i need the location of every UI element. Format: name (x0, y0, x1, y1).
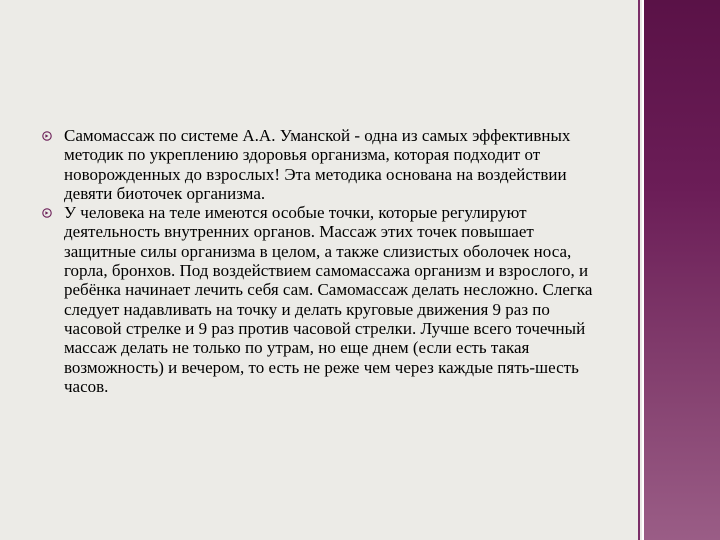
bullet-text: У человека на теле имеются особые точки, которые регулируют деятельность внутренних органов. Массаж этих точек повышает защитные силы организма в целом, а также слизистых оболочек носа, горла, бронхов. Под воздействием самомассажа организм и взрослого, и ребёнка начинает лечить себя сам. Самомассаж делать несложно. Слегка следует надавливать на точку и делать круговые движения 9 раз по часовой стрелке и 9 раз против часовой стрелки. Лучше всего точечный массаж делать не только по утрам, но еще днем (если есть такая возможность) и вечером, то есть не реже чем через каждые пять-шесть часов. (64, 203, 593, 396)
circled-bullet-icon (42, 131, 52, 141)
side-band-thin-line (638, 0, 640, 540)
circled-bullet-icon (42, 208, 52, 218)
bullet-text: Самомассаж по системе А.А. Уманской - одна из самых эффективных методик по укреплению здоровья организма, которая подходит от новорожденных до взрослых! Эта методика основана на воздействии девяти биоточек организма. (64, 126, 571, 203)
bullet-item (42, 203, 602, 396)
side-accent-band (644, 0, 720, 540)
bullet-item (42, 126, 602, 203)
bullet-list (42, 126, 602, 396)
